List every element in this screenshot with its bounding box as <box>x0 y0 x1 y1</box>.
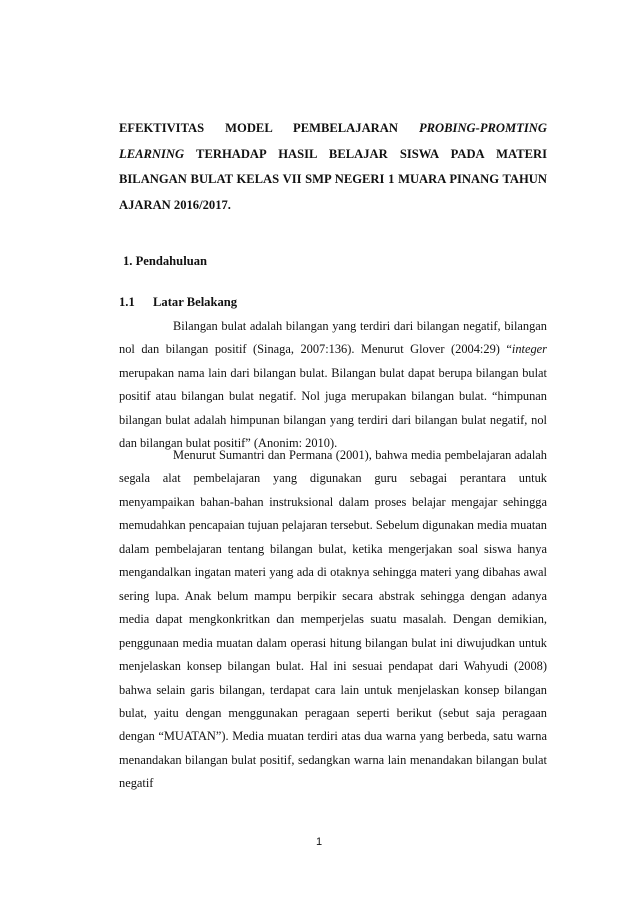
paragraph-1-text-b: merupakan nama lain dari bilangan bulat. Bilangan bulat dapat berupa bilangan bulat positif atau bilangan bulat negatif. Nol juga merupakan bilangan bulat. “himpunan bilangan bulat adalah himpunan bilangan yang terdiri dari bilangan bulat negatif, nol dan bilangan bulat positif” (Anonim: 2010). <box>119 365 547 451</box>
title-part-3: TERHADAP HASIL BELAJAR SISWA PADA MATERI BILANGAN BULAT KELAS VII SMP NEGERI 1 MUARA PINANG TAHUN AJARAN 2016/2017. <box>119 146 547 212</box>
section-heading-pendahuluan: 1. Pendahuluan <box>123 254 207 268</box>
subsection-title: Latar Belakang <box>153 295 238 309</box>
paragraph-1 <box>119 315 547 456</box>
subsection-number: 1.1 <box>119 295 135 309</box>
title-part-2-italic: PROBING-PROMTING LEARNING <box>119 121 547 161</box>
paragraph-1-text-a: Bilangan bulat adalah bilangan yang terdiri dari bilangan negatif, bilangan nol dan bilangan positif (Sinaga, 2007:136). Menurut Glover (2004:29) “ <box>119 319 547 357</box>
paragraph-1-italic-term: integer <box>511 342 547 357</box>
paragraph-2-text: Menurut Sumantri dan Permana (2001), bahwa media pembelajaran adalah segala alat pembelajaran yang digunakan guru sebagai perantara untuk menyampaikan bahan-bahan instruksional dalam proses belajar mengajar sehingga memudahkan pencapaian tujuan pelajaran tersebut. Sebelum digunakan media muatan dalam pembelajaran tentang bilangan bulat, ketika mengerjakan soal siswa hanya mengandalkan ingatan materi yang ada di otaknya sehingga materi yang dibahas awal sering lupa. Anak belum mampu berpikir secara abstrak sehingga dengan adanya media dapat mengkonkritkan dan memperjelas suatu masalah. Dengan demikian, penggunaan media muatan dalam operasi hitung bilangan bulat ini diwujudkan untuk menjelaskan konsep bilangan bulat. Hal ini sesuai pendapat dari Wahyudi (2008) bahwa selain garis bilangan, terdapat cara lain untuk menjelaskan konsep bilangan bulat, yaitu dengan menggunakan peragaan seperti berikut (sebut saja peragaan dengan “MUATAN”). Media muatan terdiri atas dua warna yang berbeda, satu warna menandakan bilangan bulat positif, sedangkan warna lain menandakan bilangan bulat negatif <box>119 448 547 791</box>
page-number: 1 <box>315 836 323 848</box>
document-title <box>119 116 547 218</box>
title-part-1: EFEKTIVITAS MODEL PEMBELAJARAN <box>119 121 419 135</box>
subsection-heading-latar-belakang <box>119 295 237 310</box>
paragraph-2 <box>119 444 547 796</box>
